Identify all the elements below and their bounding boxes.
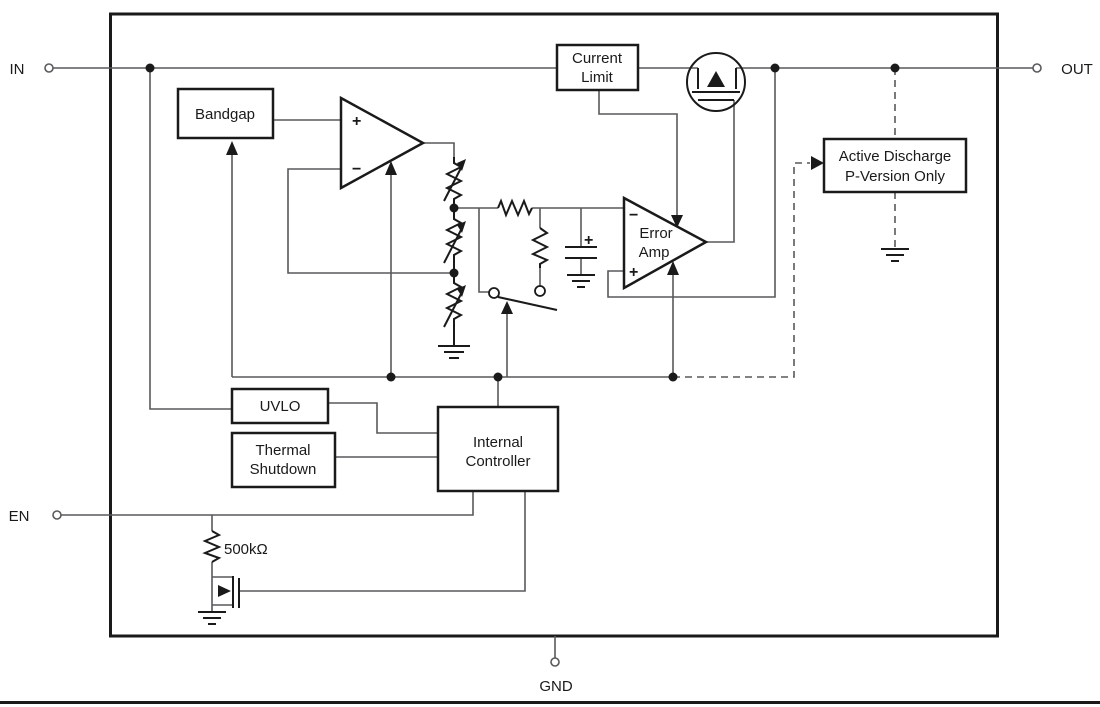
- error-amp-label-line2: Amp: [638, 244, 670, 261]
- switch-right-contact: [535, 286, 545, 296]
- currentlimit-to-erroramp-wire: [599, 90, 677, 216]
- bus-to-discharge-dashed: [673, 163, 810, 377]
- erroramp-output-wire: [706, 100, 734, 242]
- uvlo-block: [232, 389, 328, 423]
- divider-resistor-2: [447, 208, 461, 273]
- gnd-terminal-label: GND: [539, 678, 573, 695]
- series-resistor: [498, 201, 532, 215]
- uvlo-to-controller-wire: [328, 403, 438, 433]
- cap-ground-symbol: [567, 275, 595, 287]
- error-amp-minus-label: −: [629, 207, 639, 224]
- discharge-ground-symbol: [881, 249, 909, 261]
- switch-left-leg-wire: [479, 208, 489, 292]
- current-limit-block: [557, 45, 638, 90]
- uvlo-label: UVLO: [259, 398, 301, 415]
- enable-pulldown-resistor-value: 500kΩ: [224, 541, 268, 558]
- en-terminal-label: EN: [8, 508, 30, 525]
- en-terminal-circle: [53, 511, 61, 519]
- divider-tap1-dot: [450, 204, 459, 213]
- reference-opamp-plus-label: +: [352, 113, 362, 130]
- internal-controller-block: [438, 407, 558, 491]
- in-terminal-label: IN: [9, 61, 25, 78]
- discharge-enable-arrowhead: [811, 156, 824, 170]
- error-amp-label-line1: Error: [639, 225, 673, 242]
- thermal-shutdown-block: [232, 433, 335, 487]
- bus-junction-dot-2: [494, 373, 503, 382]
- bandgap-block: [178, 89, 273, 138]
- gnd-terminal-circle: [551, 658, 559, 666]
- internal-controller-label-line1: Internal: [472, 434, 524, 451]
- switch-enable-arrowhead: [501, 301, 513, 314]
- out-discharge-junction-dot: [891, 64, 900, 73]
- reference-opamp-minus-label: −: [352, 161, 362, 178]
- active-discharge-block: [824, 139, 966, 192]
- divider-tap2-dot: [450, 269, 459, 278]
- opamp-feedback-wire: [288, 169, 454, 273]
- enable-fet-ground-symbol: [198, 612, 226, 624]
- out-terminal-circle: [1033, 64, 1041, 72]
- out-feedback-junction-dot: [771, 64, 780, 73]
- enable-pulldown-resistor: [205, 531, 219, 562]
- switch-left-contact: [489, 288, 499, 298]
- error-amp-plus-label: +: [629, 264, 639, 281]
- bus-junction-dot-3: [669, 373, 678, 382]
- cap-plus-label: +: [584, 232, 594, 249]
- bottom-rule: [0, 701, 1100, 704]
- active-discharge-label-line2: P-Version Only: [844, 168, 946, 185]
- in-junction-dot: [146, 64, 155, 73]
- error-amp: [624, 198, 706, 288]
- bandgap-label: Bandgap: [194, 106, 256, 123]
- current-limit-label-line2: Limit: [581, 69, 613, 86]
- active-discharge-label-line1: Active Discharge: [838, 148, 952, 165]
- pass-fet-body-diode-arrow: [707, 71, 725, 87]
- switch-branch-resistor: [533, 228, 547, 268]
- thermal-shutdown-label-line1: Thermal: [255, 442, 311, 459]
- opamp-output-wire: [423, 143, 454, 157]
- thermal-shutdown-label-line2: Shutdown: [249, 461, 317, 478]
- enable-fet-body-arrow: [218, 585, 231, 597]
- current-limit-label-line1: Current: [571, 50, 623, 67]
- bandgap-enable-arrowhead: [226, 141, 238, 155]
- en-wire: [61, 491, 473, 515]
- bus-junction-dot-1: [387, 373, 396, 382]
- pass-fet: [687, 53, 745, 111]
- internal-controller-label-line2: Controller: [465, 453, 531, 470]
- reference-opamp: [341, 98, 423, 188]
- en-fet-gate-wire: [239, 491, 525, 591]
- divider-ground-symbol: [438, 346, 470, 358]
- in-terminal-circle: [45, 64, 53, 72]
- out-terminal-label: OUT: [1061, 61, 1093, 78]
